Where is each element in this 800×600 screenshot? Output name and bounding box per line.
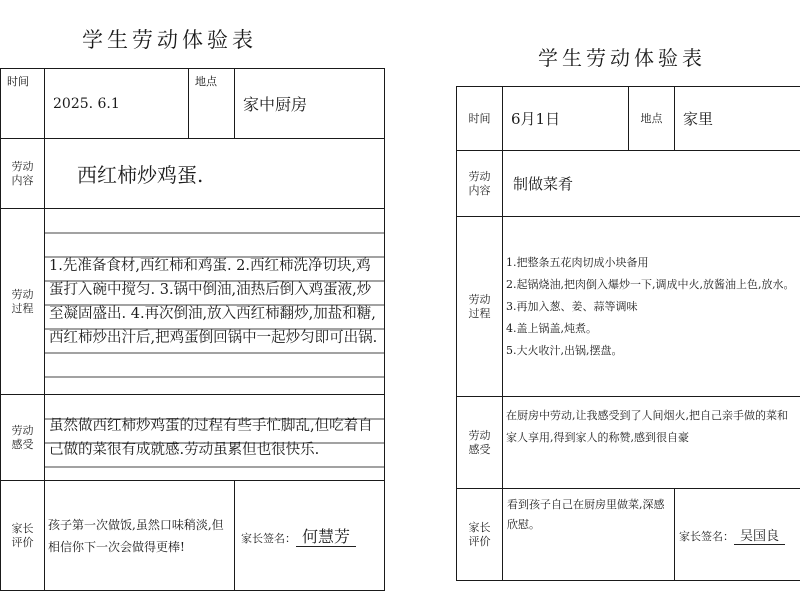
left-signature-cell — [235, 481, 385, 591]
right-label-parent-1: 家长 — [468, 520, 491, 534]
right-content-value: 制做菜肴 — [503, 151, 800, 217]
left-form-title: 学生劳动体验表 — [82, 28, 257, 52]
right-label-place: 地点 — [629, 87, 675, 151]
right-label-process — [457, 217, 503, 397]
left-parent-comment: 孩子第一次做饭,虽然口味稍淡,但相信你下一次会做得更棒! — [45, 481, 235, 591]
right-label-process-2: 过程 — [468, 306, 491, 320]
right-process-line-2: 2.起锅烧油,把肉倒入爆炒一下,调成中火,放酱油上色,放水。 — [506, 277, 795, 291]
left-label-parent-2: 评价 — [11, 535, 34, 549]
right-label-content — [457, 151, 503, 217]
left-signature-value: 何慧芳 — [296, 527, 356, 547]
right-label-feeling — [457, 397, 503, 489]
left-label-feeling-2: 感受 — [11, 437, 34, 451]
right-label-content-2: 内容 — [468, 183, 491, 197]
left-row-time — [1, 69, 385, 139]
right-signature-cell — [675, 489, 800, 581]
left-label-parent-1: 家长 — [11, 521, 34, 535]
right-row-time — [457, 87, 800, 151]
right-process-line-4: 4.盖上锅盖,炖煮。 — [506, 321, 597, 335]
left-place-value: 家中厨房 — [235, 69, 385, 139]
left-label-time: 时间 — [1, 69, 45, 139]
left-label-process-2: 过程 — [11, 301, 34, 315]
right-process-line-1: 1.把整条五花肉切成小块备用 — [506, 255, 649, 269]
right-label-parent — [457, 489, 503, 581]
right-label-feeling-1: 劳动 — [468, 428, 491, 442]
left-label-parent — [1, 481, 45, 591]
left-feeling-value: 虽然做西红柿炒鸡蛋的过程有些手忙脚乱,但吃着自己做的菜很有成就感.劳动虽累但也很快乐. — [45, 395, 385, 481]
right-process-line-3: 3.再加入葱、姜、蒜等调味 — [506, 299, 638, 313]
right-parent-comment: 看到孩子自己在厨房里做菜,深感欣慰。 — [503, 489, 675, 581]
left-time-value: 2025. 6.1 — [45, 69, 189, 139]
right-row-process — [457, 217, 800, 397]
left-label-content-2: 内容 — [11, 173, 34, 187]
left-row-feeling — [1, 395, 385, 481]
left-label-place: 地点 — [189, 69, 235, 139]
left-signature-label: 家长签名： — [241, 532, 296, 545]
left-label-feeling — [1, 395, 45, 481]
right-process-line-5: 5.大火收汁,出锅,摆盘。 — [506, 343, 623, 357]
left-row-process — [1, 209, 385, 395]
right-signature-value: 吴国良 — [734, 529, 785, 545]
left-form-table — [0, 68, 385, 591]
right-signature-label: 家长签名： — [679, 530, 734, 543]
left-row-parent — [1, 481, 385, 591]
right-feeling-value: 在厨房中劳动,让我感受到了人间烟火,把自己亲手做的菜和家人享用,得到家人的称赞,感到很自豪 — [503, 397, 800, 489]
right-process-cell — [503, 217, 800, 397]
right-form-title: 学生劳动体验表 — [538, 46, 706, 70]
left-label-content — [1, 139, 45, 209]
left-process-value: 1.先准备食材,西红柿和鸡蛋. 2.西红柿洗净切块,鸡蛋打入碗中搅匀. 3.锅中倒油,油热后倒入鸡蛋液,炒至凝固盛出. 4.再次倒油,放入西红柿翻炒,加盐和糖,西红柿炒出汁后,把鸡蛋倒回锅中一起炒匀即可出锅. — [45, 209, 385, 395]
right-label-process-1: 劳动 — [468, 292, 491, 306]
left-row-content — [1, 139, 385, 209]
right-label-parent-2: 评价 — [468, 534, 491, 548]
right-time-value: 6月1日 — [503, 87, 629, 151]
right-row-parent — [457, 489, 800, 581]
right-row-content — [457, 151, 800, 217]
right-place-value: 家里 — [675, 87, 800, 151]
left-label-process — [1, 209, 45, 395]
right-label-content-1: 劳动 — [468, 169, 491, 183]
right-row-feeling — [457, 397, 800, 489]
left-label-feeling-1: 劳动 — [11, 423, 34, 437]
left-label-content-1: 劳动 — [11, 159, 34, 173]
left-label-process-1: 劳动 — [11, 287, 34, 301]
right-label-feeling-2: 感受 — [468, 442, 491, 456]
right-form-table — [456, 86, 800, 581]
right-label-time: 时间 — [457, 87, 503, 151]
left-content-value: 西红柿炒鸡蛋. — [45, 139, 385, 209]
